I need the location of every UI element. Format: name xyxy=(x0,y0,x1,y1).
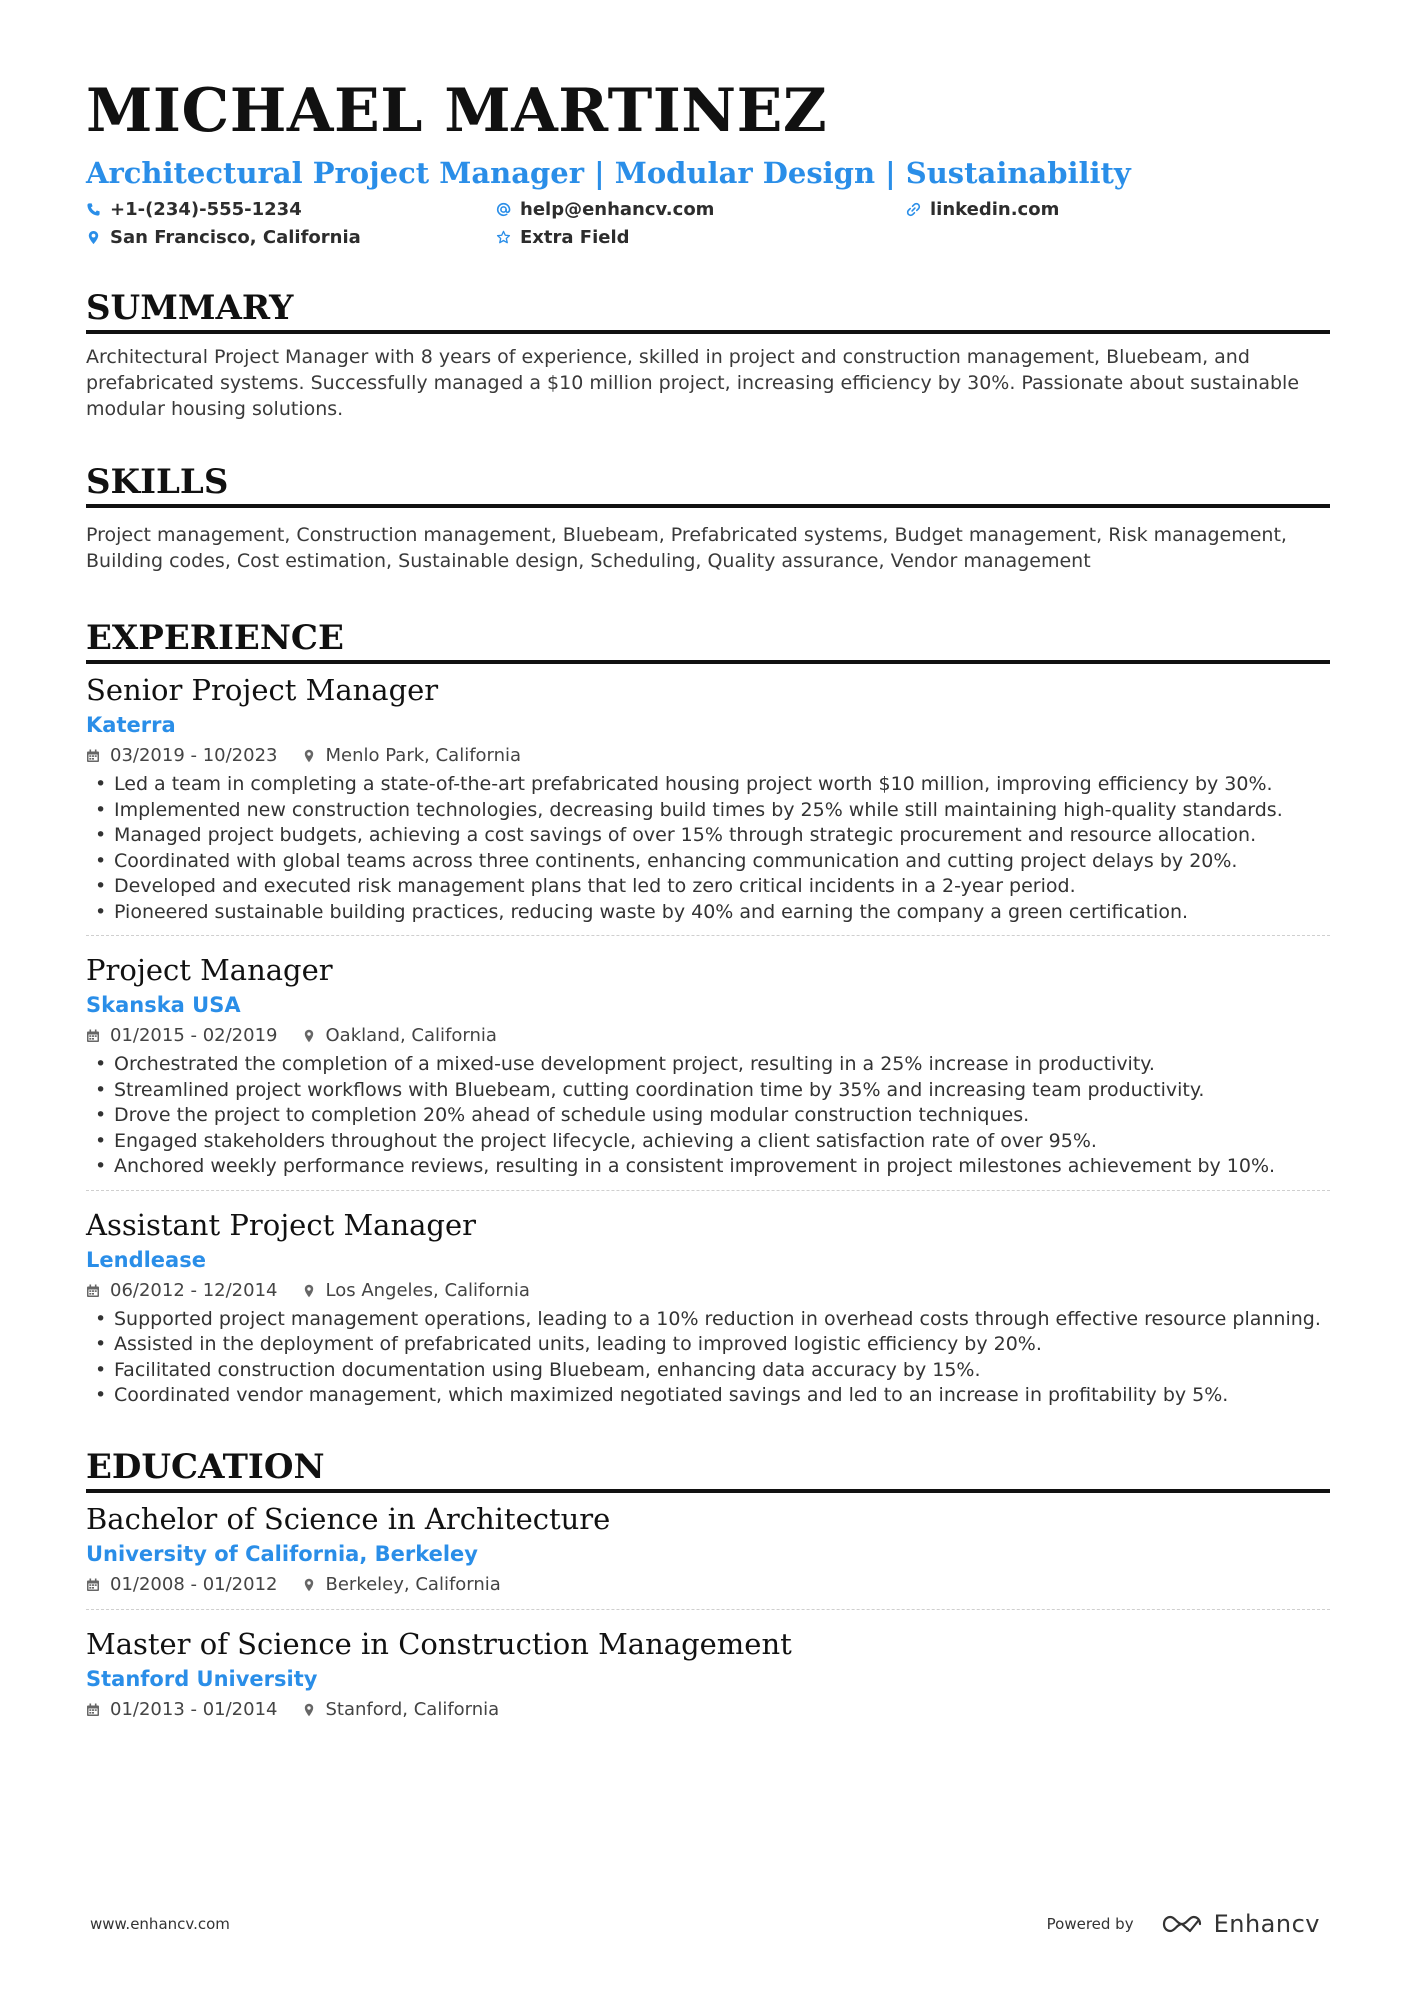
page-footer xyxy=(90,1910,1320,1938)
calendar-icon xyxy=(86,1029,100,1043)
job-dates: 03/2019 - 10/2023 xyxy=(110,745,278,766)
school-name: Stanford University xyxy=(86,1666,318,1691)
calendar-icon xyxy=(86,749,100,763)
powered-by-label: Powered by xyxy=(1046,1915,1134,1933)
job-meta xyxy=(86,1277,1330,1305)
location-pin-icon xyxy=(86,230,101,245)
job-bullet: • Orchestrated the completion of a mixed-use development project, resulting in a 25% increase in productivity. xyxy=(86,1052,1330,1078)
job-bullet: • Coordinated vendor management, which maximized negotiated savings and led to an increase in profitability by 5%. xyxy=(86,1383,1330,1409)
job-dates: 06/2012 - 12/2014 xyxy=(110,1279,278,1301)
job-bullet: • Facilitated construction documentation using Bluebeam, enhancing data accuracy by 15%. xyxy=(86,1358,1330,1384)
skills-heading: SKILLS xyxy=(86,460,1330,508)
job-bullet: • Anchored weekly performance reviews, resulting in a consistent improvement in project milestones achievement by 10%. xyxy=(86,1154,1330,1180)
job-bullet: • Coordinated with global teams across three continents, enhancing communication and cutting project delays by 20%. xyxy=(86,849,1330,875)
phone-icon xyxy=(86,202,101,217)
job-bullet: • Assisted in the deployment of prefabricated units, leading to improved logistic efficiency by 20%. xyxy=(86,1332,1330,1358)
job-bullet: • Pioneered sustainable building practices, reducing waste by 40% and earning the company a green certification. xyxy=(86,900,1330,926)
summary-heading: SUMMARY xyxy=(86,286,1330,334)
location-text: San Francisco, California xyxy=(110,226,361,248)
job-title: Project Manager xyxy=(86,953,333,987)
location-pin-icon xyxy=(302,749,316,763)
school-name: University of California, Berkeley xyxy=(86,1541,478,1566)
extra-field-text: Extra Field xyxy=(520,226,630,248)
contact-phone[interactable] xyxy=(86,196,496,222)
calendar-icon xyxy=(86,1284,100,1298)
job-bullet: • Implemented new construction technologies, decreasing build times by 25% while still maintaining high-quality standards. xyxy=(86,798,1330,824)
location-pin-icon xyxy=(302,1029,316,1043)
location-pin-icon xyxy=(302,1284,316,1298)
job-bullet: • Drove the project to completion 20% ahead of schedule using modular construction techniques. xyxy=(86,1103,1330,1129)
job-location xyxy=(302,1022,497,1050)
degree-title: Bachelor of Science in Architecture xyxy=(86,1501,611,1536)
link-icon xyxy=(906,202,921,217)
job-bullets xyxy=(86,1307,1330,1409)
job-bullet: • Developed and executed risk management plans that led to zero critical incidents in a 2-year period. xyxy=(86,874,1330,900)
company-name: Katerra xyxy=(86,713,176,737)
experience-entry xyxy=(86,670,1330,935)
contact-linkedin[interactable] xyxy=(906,196,1206,222)
skills-section xyxy=(86,460,1330,574)
contact-email[interactable] xyxy=(496,196,906,222)
calendar-icon xyxy=(86,1703,100,1717)
job-bullet: • Supported project management operations, leading to a 10% reduction in overhead costs through effective resource planning. xyxy=(86,1307,1330,1333)
brand-name: Enhancv xyxy=(1213,1910,1320,1938)
job-bullets xyxy=(86,772,1330,925)
skills-text: Project management, Construction management, Bluebeam, Prefabricated systems, Budget management, Risk management, Building codes, Cost estimation, Sustainable design, Scheduling, Quality assurance, Vendor management xyxy=(86,524,1287,572)
company-name: Lendlease xyxy=(86,1247,206,1272)
education-section xyxy=(86,1445,1330,1734)
job-meta xyxy=(86,1022,1330,1050)
job-bullet: • Managed project budgets, achieving a cost savings of over 15% through strategic procurement and resource allocation. xyxy=(86,823,1330,849)
star-icon xyxy=(496,230,511,245)
job-title: Assistant Project Manager xyxy=(86,1207,476,1242)
education-meta xyxy=(86,1571,1330,1599)
education-meta xyxy=(86,1696,1330,1724)
job-location xyxy=(302,742,522,770)
experience-entry xyxy=(86,1190,1330,1419)
experience-heading: EXPERIENCE xyxy=(86,616,1330,664)
job-location-text: Los Angeles, California xyxy=(325,1279,530,1301)
education-location xyxy=(302,1571,501,1599)
enhancv-logo-icon xyxy=(1160,1913,1204,1935)
summary-section xyxy=(86,286,1330,422)
education-location-text: Berkeley, California xyxy=(325,1573,501,1595)
powered-by xyxy=(1047,1910,1320,1938)
job-location-text: Menlo Park, California xyxy=(325,745,522,766)
job-location-text: Oakland, California xyxy=(325,1025,497,1046)
resume-page xyxy=(86,72,1330,1734)
job-title: Senior Project Manager xyxy=(86,673,439,707)
candidate-title: Architectural Project Manager | Modular Design | Sustainability xyxy=(86,156,1131,190)
location-pin-icon xyxy=(302,1703,316,1717)
calendar-icon xyxy=(86,1578,100,1592)
enhancv-logo[interactable] xyxy=(1160,1910,1320,1938)
education-heading: EDUCATION xyxy=(86,1445,1330,1493)
job-bullet: • Engaged stakeholders throughout the project lifecycle, achieving a client satisfaction rate of over 95%. xyxy=(86,1129,1330,1155)
education-location-text: Stanford, California xyxy=(325,1698,500,1720)
contact-location xyxy=(86,224,496,250)
contact-info xyxy=(86,196,1330,250)
job-meta xyxy=(86,742,1330,770)
job-dates: 01/2015 - 02/2019 xyxy=(110,1025,278,1046)
footer-url[interactable]: www.enhancv.com xyxy=(90,1915,230,1933)
candidate-name: MICHAEL MARTINEZ xyxy=(86,76,828,146)
experience-section xyxy=(86,616,1330,1419)
education-location xyxy=(302,1696,500,1724)
email-text: help@enhancv.com xyxy=(520,198,715,220)
job-bullets xyxy=(86,1052,1330,1180)
linkedin-text: linkedin.com xyxy=(930,198,1060,220)
contact-extra xyxy=(496,224,906,250)
company-name: Skanska USA xyxy=(86,993,241,1017)
education-entry xyxy=(86,1499,1330,1609)
summary-text: Architectural Project Manager with 8 years of experience, skilled in project and construction management, Bluebeam, and prefabricated systems. Successfully managed a $10 million project, increasing efficiency by 30%. Passionate about sustainable modular housing solutions. xyxy=(86,346,1300,420)
job-bullet: • Streamlined project workflows with Bluebeam, cutting coordination time by 35% and increasing team productivity. xyxy=(86,1078,1330,1104)
education-dates: 01/2013 - 01/2014 xyxy=(110,1698,278,1720)
degree-title: Master of Science in Construction Management xyxy=(86,1626,792,1661)
education-entry xyxy=(86,1609,1330,1734)
job-location xyxy=(302,1277,530,1305)
education-dates: 01/2008 - 01/2012 xyxy=(110,1573,278,1595)
job-bullet: • Led a team in completing a state-of-the-art prefabricated housing project worth $10 million, improving efficiency by 30%. xyxy=(86,772,1330,798)
at-icon xyxy=(496,202,511,217)
phone-text: +1-(234)-555-1234 xyxy=(110,198,302,220)
location-pin-icon xyxy=(302,1578,316,1592)
experience-entry xyxy=(86,935,1330,1190)
